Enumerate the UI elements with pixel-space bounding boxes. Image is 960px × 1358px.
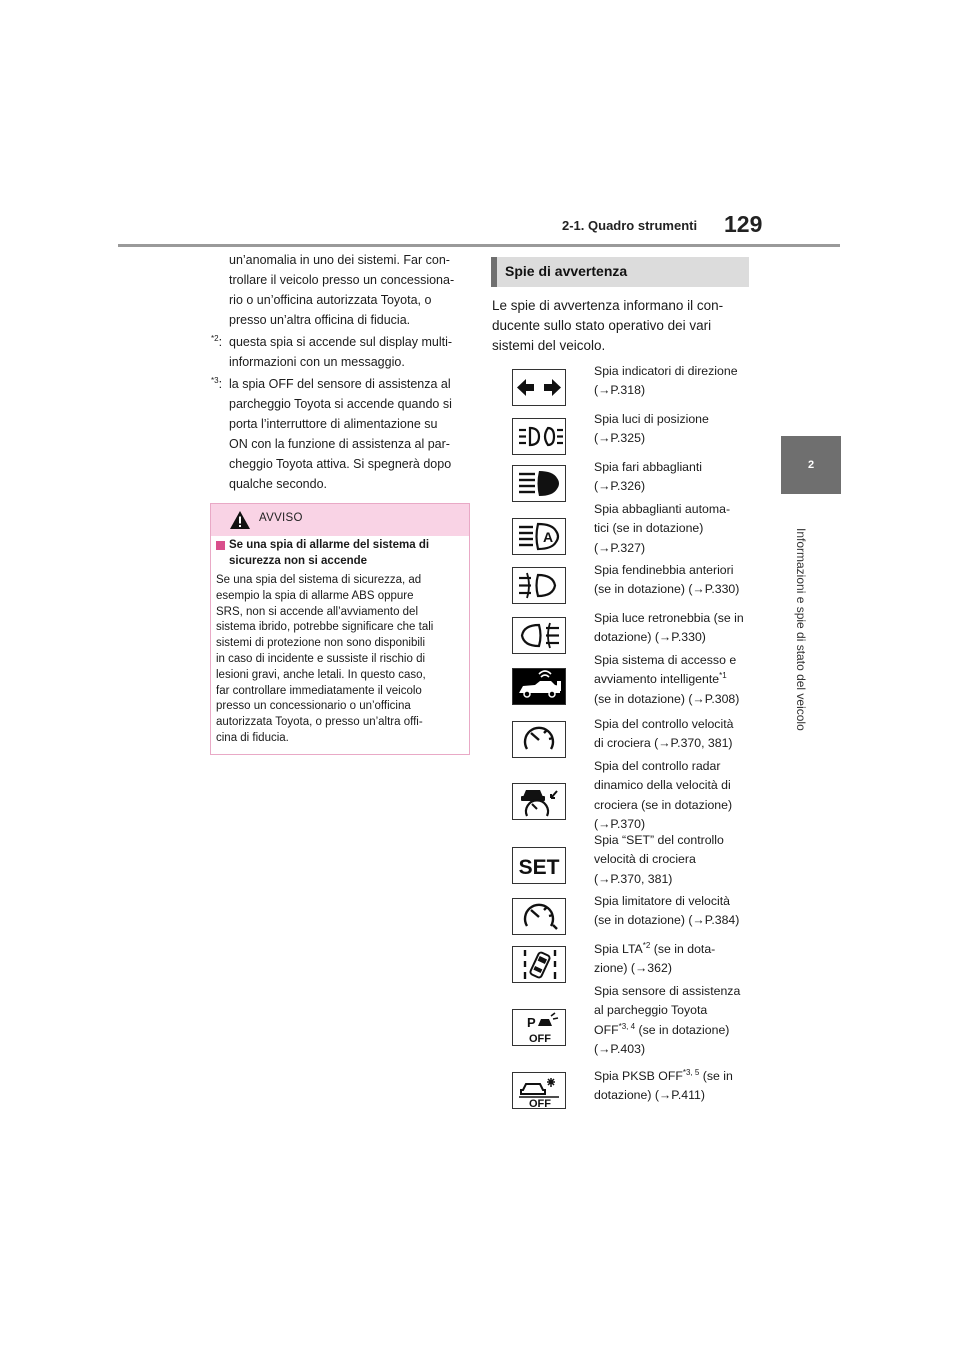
section-title: Spie di avvertenza (505, 263, 628, 279)
footnote-line: parcheggio Toyota si accende quando si (229, 397, 452, 411)
auto-high-beam-icon (512, 518, 566, 555)
footnote-line: porta l’interruttore di alimentazione su (229, 417, 438, 431)
front-fog-icon (512, 567, 566, 604)
high-beam-icon (512, 465, 566, 502)
chapter-number: 2 (807, 459, 815, 471)
footnote-line: qualche secondo. (229, 477, 327, 491)
radar-cruise-icon (512, 783, 566, 820)
footnote-line: la spia OFF del sensore di assistenza al (229, 377, 451, 391)
warning-title: AVVISO (259, 512, 303, 524)
indicator-description: Spia luci di posizione (→P.325) (594, 412, 709, 446)
set-icon (512, 847, 566, 884)
turn-signal-icon (512, 369, 566, 406)
section-intro: Le spie di avvertenza informano il con- ducente sullo stato operativo dei vari sistemi del veicolo. (492, 298, 724, 353)
indicator-description: Spia PKSB OFF$^{*3, 5}$ (se in dotazione) (→P.411) (594, 1067, 733, 1103)
footnote-line: ON con la funzione di assistenza al par- (229, 437, 450, 451)
lta-icon (512, 946, 566, 983)
page-number: 129 (724, 211, 763, 237)
footnote-2-marker: $^{*2}$: (211, 333, 223, 349)
indicator-description: Spia del controllo velocità di crociera (→P.370, 381) (594, 717, 734, 751)
bullet-square-icon (216, 541, 225, 550)
footnote-3-marker: $^{*3}$: (211, 375, 223, 391)
footnote-line: informazioni con un messaggio. (229, 355, 405, 369)
smart-key-icon (512, 668, 566, 705)
indicator-description: Spia “SET” del controllo velocità di crociera (→P.370, 381) (594, 833, 724, 886)
position-light-icon (512, 418, 566, 455)
cruise-control-icon (512, 721, 566, 758)
indicator-description: Spia sensore di assistenza al parcheggio Toyota OFF$^{*3, 4}$ (se in dotazione) (→P.403) (594, 984, 741, 1057)
chapter-title-vertical: Informazioni e spie di stato del veicolo (794, 528, 808, 731)
para-line: presso un’altra officina di fiducia. (229, 313, 411, 327)
warning-triangle-icon (229, 510, 251, 530)
svg-text:OFF: OFF (529, 1033, 551, 1045)
section-title-box (491, 257, 749, 287)
rear-fog-icon (512, 617, 566, 654)
parking-sensor-off-icon (512, 1009, 566, 1046)
warning-body: Se una spia del sistema di sicurezza, ad esempio la spia di allarme ABS oppure SRS, non si accende all’avviamento del sistema ibrido, potrebbe significare che tali sistemi di protezione non sono disponibili in caso di incidente e sussiste il rischio di lesioni gravi, anche letali. In questo caso, far controllare immediatamente il veicolo presso un concessionario o un’officina autorizzata Toyota, o presso un’altra offi- cina di fiducia. (216, 574, 434, 744)
warning-header (211, 504, 469, 536)
indicator-description: Spia indicatori di direzione (→P.318) (594, 364, 738, 398)
svg-text:SET: SET (518, 856, 560, 879)
section-bar (491, 257, 497, 287)
indicator-description: Spia sistema di accesso e avviamento intelligente$^{*1}$ (se in dotazione) (→P.308) (594, 653, 740, 706)
chapter-tab[interactable] (781, 436, 841, 494)
para-line: trollare il veicolo presso un concessiona- (229, 273, 455, 287)
para-line: rio o un’officina autorizzata Toyota, o (229, 293, 432, 307)
footnote-line: cheggio Toyota attiva. Si spegnerà dopo (229, 457, 452, 471)
indicator-description: Spia abbaglianti automa- tici (se in dotazione) (→P.327) (594, 502, 731, 555)
indicator-description: Spia fari abbaglianti (→P.326) (594, 460, 703, 494)
indicator-description: Spia del controllo radar dinamico della velocità di crociera (se in dotazione) (→P.370) (594, 759, 733, 832)
section-header: 2-1. Quadro strumenti (562, 218, 698, 233)
svg-text:P: P (527, 1015, 536, 1030)
pksb-off-icon (512, 1072, 566, 1109)
indicator-description: Spia luce retronebbia (se in dotazione) (→P.330) (594, 611, 744, 645)
header-rule (118, 244, 840, 247)
indicator-description: Spia limitatore di velocità (se in dotazione) (→P.384) (594, 894, 740, 928)
speed-limiter-icon (512, 898, 566, 935)
svg-text:OFF: OFF (529, 1098, 551, 1108)
footnote-line: questa spia si accende sul display multi- (229, 335, 453, 349)
warning-subtitle: Se una spia di allarme del sistema di sicurezza non si accende (229, 539, 430, 567)
para-line: un’anomalia in uno dei sistemi. Far con- (229, 253, 450, 267)
warning-box (210, 503, 470, 755)
indicator-description: Spia fendinebbia anteriori (se in dotazione) (→P.330) (594, 563, 740, 597)
svg-text:A: A (542, 529, 554, 545)
indicator-description: Spia LTA$^{*2}$ (se in dota- zione) (→362) (594, 940, 716, 976)
